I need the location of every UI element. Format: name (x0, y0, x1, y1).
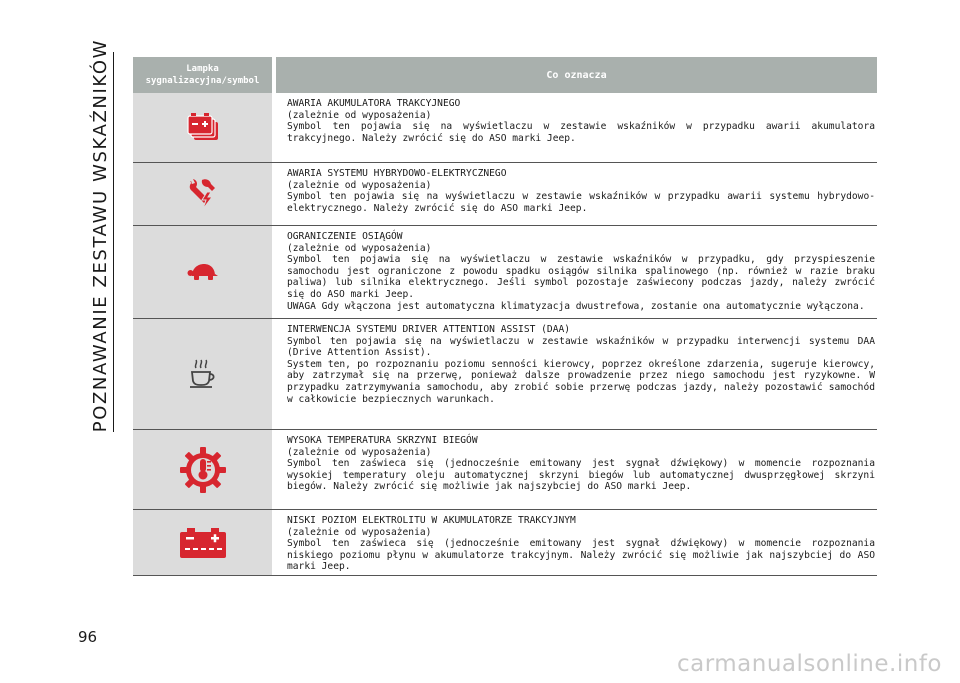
page-number: 96 (78, 628, 98, 646)
table-row (133, 163, 877, 226)
icon-cell (133, 319, 272, 429)
icon-cell (133, 226, 272, 318)
row-description: AWARIA AKUMULATORA TRAKCYJNEGO (zależnie od wyposażenia) Symbol ten pojawia się na wyświetlaczu w zestawie wskaźników w przypadku awarii akumulatora trakcyjnego. Należy zwrócić się do ASO marki Jeep. (287, 98, 875, 144)
row-description: INTERWENCJA SYSTEMU DRIVER ATTENTION ASSIST (DAA) Symbol ten pojawia się na wyświetlaczu w zestawie wskaźników w przypadku interwencji systemu DAA (Drive Attention Assist). System ten, po rozpoznaniu poziomu senności kierowcy, poprzez określone zdarzenia, sugeruje kierowcy, aby zatrzymał się na przerwę, ponieważ dalsze prowadzenie przez niego samochodu jest ryzykowne. W przypadku zatrzymywania samochodu, aby zrobić sobie przerwę podczas jazdy, należy pozostawić samochód w całkowicie bezpiecznych warunkach. (287, 324, 875, 405)
header-symbol-column: Lampka sygnalizacyjna/symbol (133, 57, 272, 93)
row-description: NISKI POZIOM ELEKTROLITU W AKUMULATORZE TRAKCYJNYM (zależnie od wyposażenia) Symbol ten zaświeca się (jednocześnie emitowany jest sygnał dźwiękowy) w momencie rozpoznania niskiego poziomu płynu w akumulatorze trakcyjnym. Należy zwrócić się możliwie jak najszybciej do ASO marki Jeep. (287, 515, 875, 573)
turtle-icon (187, 262, 219, 282)
section-title: POZNAWANIE ZESTAWU WSKAŹNIKÓW (89, 38, 111, 432)
table-row (133, 510, 877, 576)
row-description: OGRANICZENIE OSIĄGÓW (zależnie od wyposażenia) Symbol ten pojawia się na wyświetlaczu w zestawie wskaźników w przypadku, gdy przyspieszenie samochodu jest ograniczone z powodu spadku osiągów silnika spalinowego (np. również w razie braku paliwa) lub silnika elektrycznego. Jeśli symbol pozostaje zaświecony podczas jazdy, należy zwrócić się do ASO marki Jeep. UWAGA Gdy włączona jest automatyczna klimatyzacja dwustrefowa, zostanie ona automatycznie wyłączona. (287, 231, 875, 312)
icon-cell (133, 510, 272, 575)
icon-cell (133, 430, 272, 509)
table-row (133, 430, 877, 510)
traction-battery-failure-icon (186, 113, 220, 143)
table-header (133, 57, 877, 93)
table-row (133, 226, 877, 319)
watermark: carmanualsonline.info (676, 651, 942, 677)
row-description: WYSOKA TEMPERATURA SKRZYNI BIEGÓW (zależnie od wyposażenia) Symbol ten zaświeca się (jednocześnie emitowany jest sygnał dźwiękowy) w momencie rozpoznania wysokiej temperatury oleju automatycznej skrzyni biegów lub automatycznej dwusprzęgłowej skrzyni biegów. Należy zwrócić się możliwie jak najszybciej do ASO marki Jeep. (287, 435, 875, 493)
indicator-table (133, 57, 877, 576)
row-description: AWARIA SYSTEMU HYBRYDOWO-ELEKTRYCZNEGO (zależnie od wyposażenia) Symbol ten pojawia się na wyświetlaczu w zestawie wskaźników w przypadku awarii systemu hybrydowo-elektrycznego. Należy zwrócić się do ASO marki Jeep. (287, 168, 875, 214)
coffee-cup-icon (189, 359, 217, 389)
hybrid-system-failure-icon (188, 178, 218, 210)
table-row (133, 319, 877, 430)
table-row (133, 93, 877, 163)
icon-cell (133, 163, 272, 225)
battery-electrolyte-icon (178, 527, 228, 559)
section-title-rule (113, 52, 114, 432)
header-meaning-column: Co oznacza (276, 57, 877, 93)
icon-cell (133, 93, 272, 162)
transmission-temperature-icon (179, 446, 227, 494)
